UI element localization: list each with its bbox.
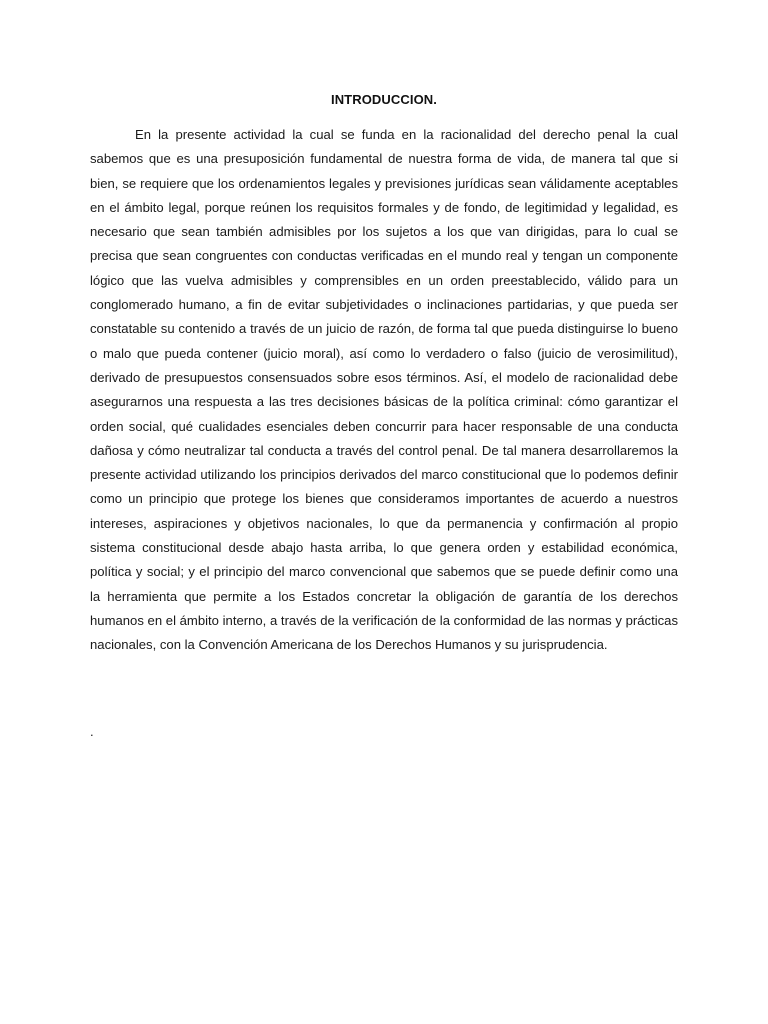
introduction-paragraph: En la presente actividad la cual se funda en la racionalidad del derecho penal la cual sabemos que es una presuposición fundamental de nuestra forma de vida, de manera tal que si bien, se requiere que los ordenamientos legales y previsiones jurídicas sean válidamente aceptables en el ámbito legal, porque reúnen los requisitos formales y de fondo, de legitimidad y legalidad, es necesario que sean también admisibles por los sujetos a los que van dirigidas, para lo cual se precisa que sean congruentes con conductas verificadas en el mundo real y tengan un componente lógico que las vuelva admisibles y comprensibles en un orden preestablecido, válido para un conglomerado humano, a fin de evitar subjetividades o inclinaciones partidarias, y que pueda ser constatable su contenido a través de un juicio de razón, de forma tal que pueda distinguirse lo bueno o malo que pueda contener (juicio moral), así como lo verdadero o falso (juicio de verosimilitud), derivado de presupuestos consensuados sobre esos términos. Así, el modelo de racionalidad debe asegurarnos una respuesta a las tres decisiones básicas de la política criminal: cómo garantizar el orden social, qué cualidades esenciales deben concurrir para hacer responsable de una conducta dañosa y cómo neutralizar tal conducta a través del control penal. De tal manera desarrollaremos la presente actividad utilizando los principios derivados del marco constitucional que lo podemos definir como un principio que protege los bienes que consideramos importantes de acuerdo a nuestros intereses, aspiraciones y objetivos nacionales, lo que da permanencia y confirmación al propio sistema constitucional desde abajo hasta arriba, lo que genera orden y estabilidad económica, política y social; y el principio del marco convencional que sabemos que se puede definir como una la herramienta que permite a los Estados concretar la obligación de garantía de los derechos humanos en el ámbito interno, a través de la verificación de la conformidad de las normas y prácticas nacionales, con la Convención Americana de los Derechos Humanos y su jurisprudencia.	[90, 127, 678, 653]
page-title: INTRODUCCION.	[330, 92, 438, 107]
trailing-period: .	[90, 724, 94, 739]
